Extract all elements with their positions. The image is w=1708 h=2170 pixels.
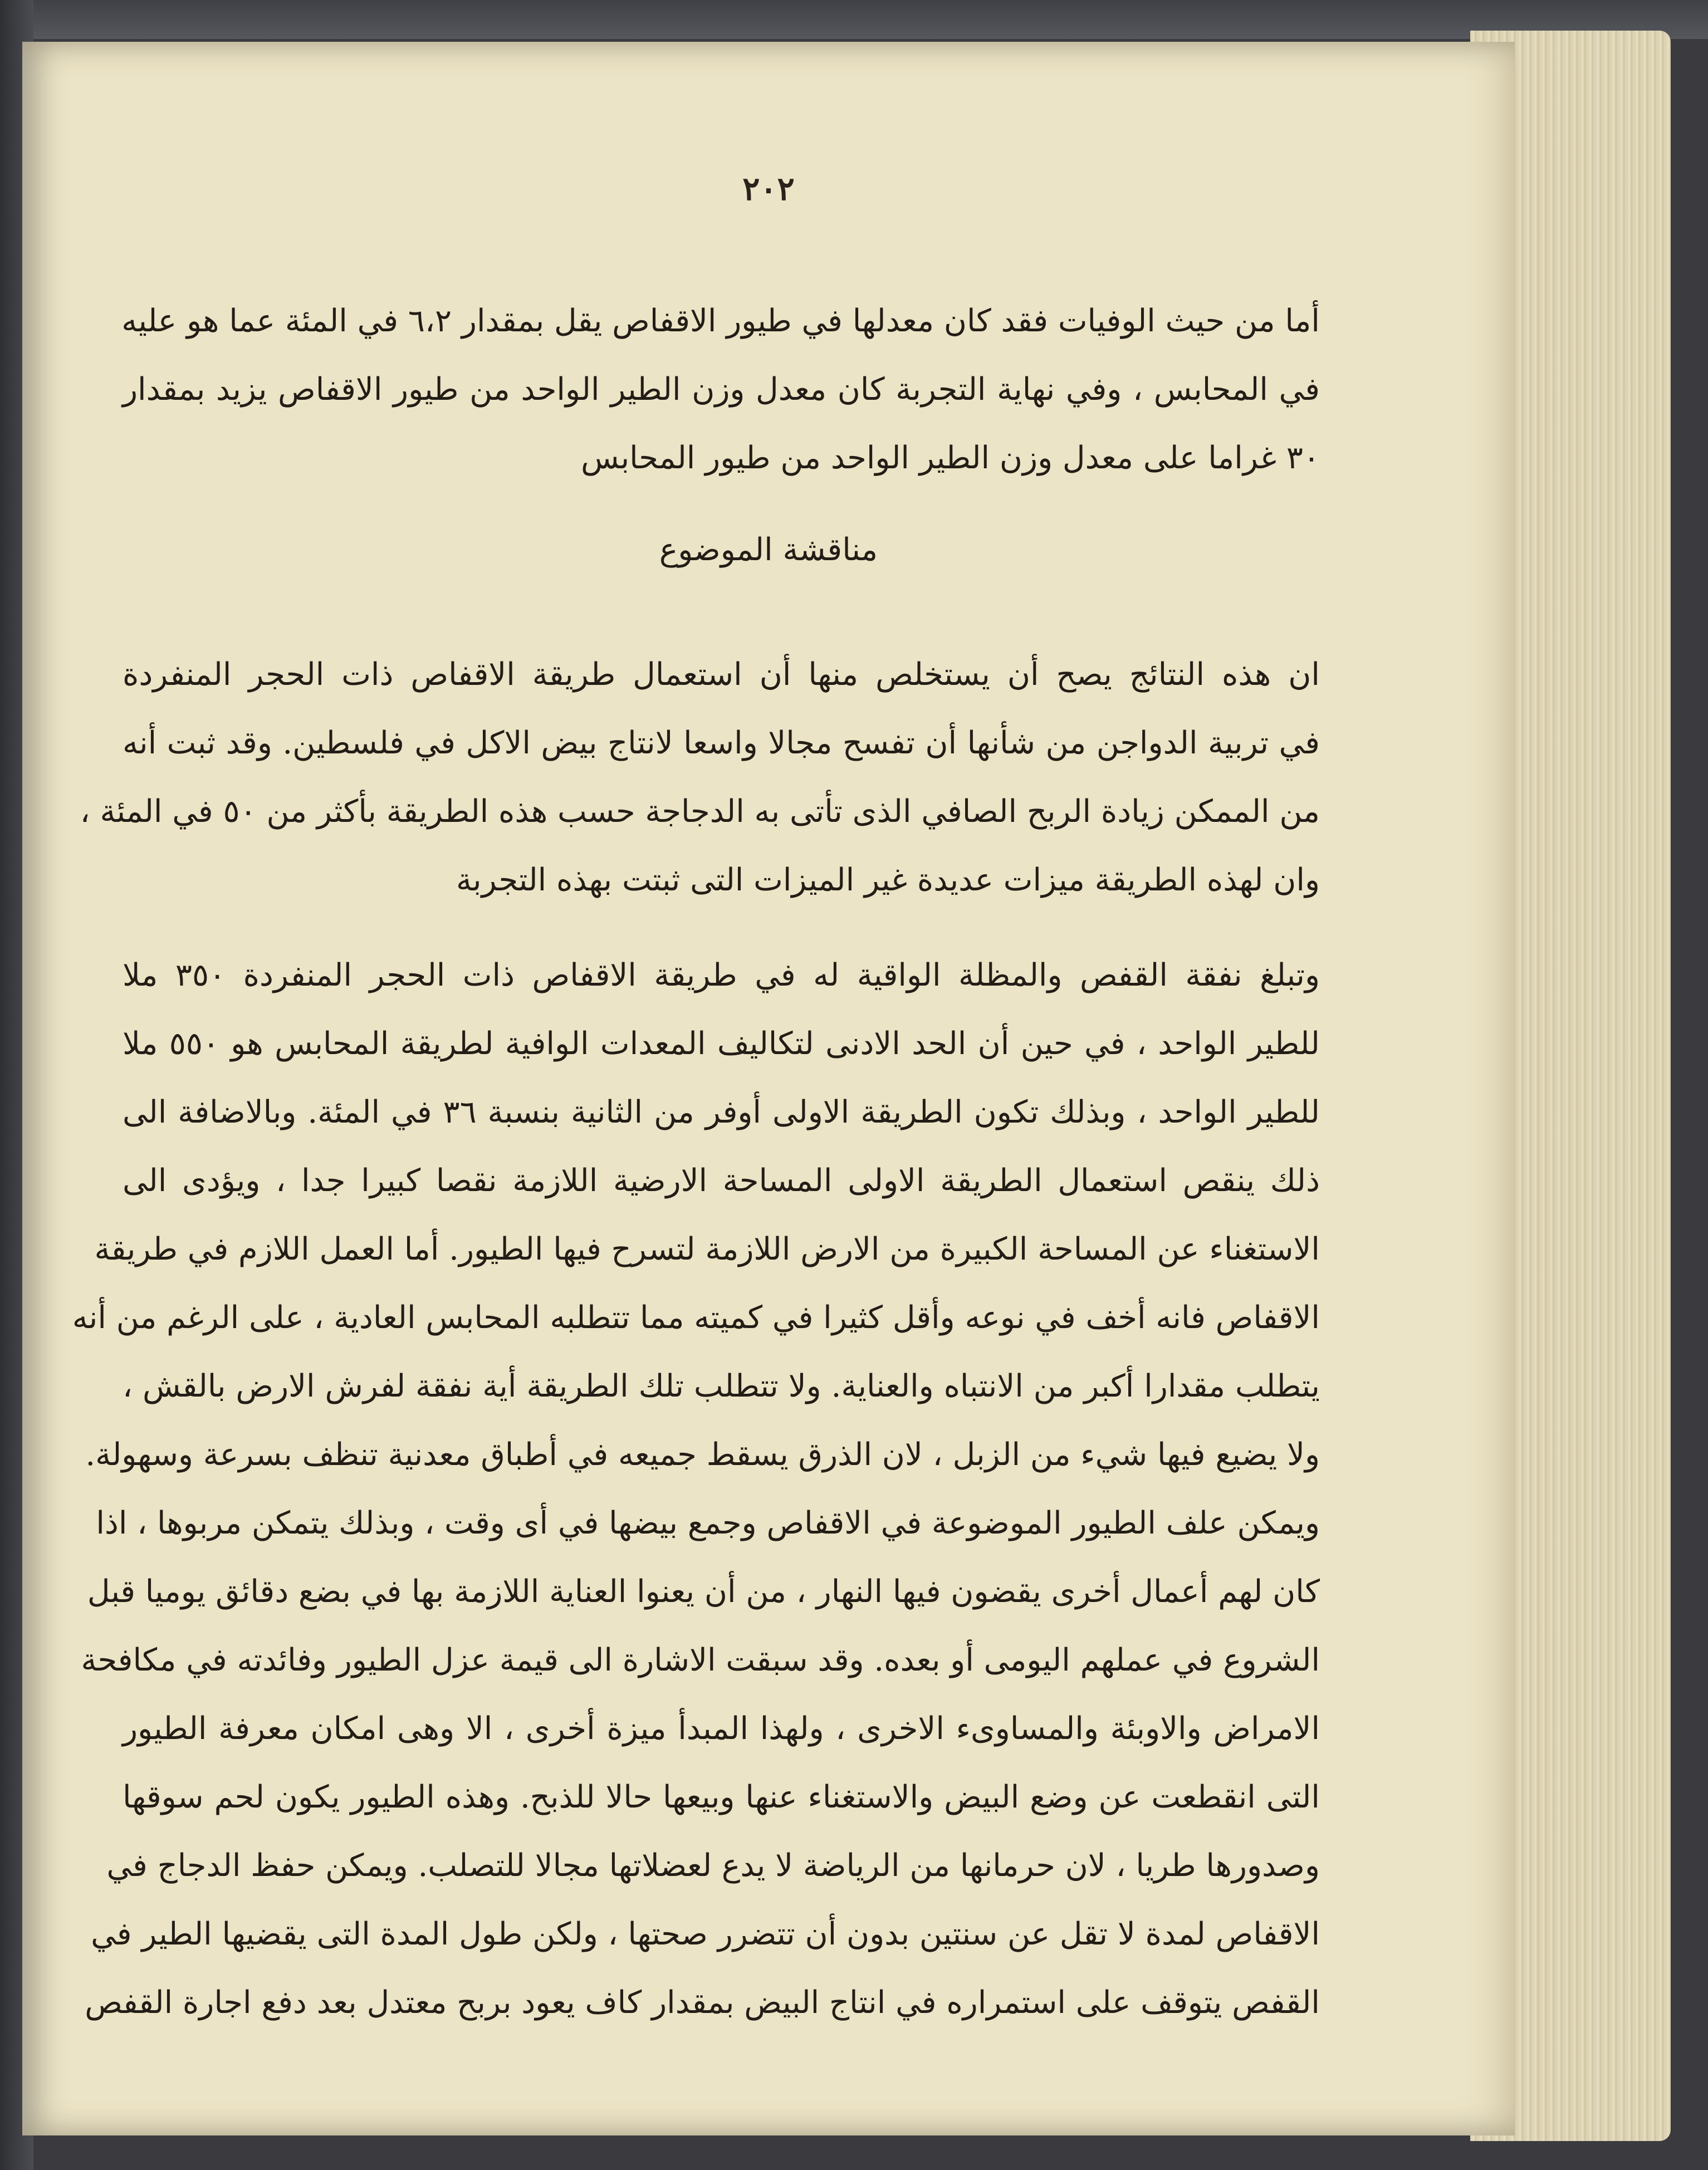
text-line: من الممكن زيادة الربح الصافي الذى تأتى به الدجاجة حسب هذه الطريقة بأكثر من ٥٠ في المئة ، (80, 793, 1320, 830)
text-line: في تربية الدواجن من شأنها أن تفسح مجالا واسعا لانتاج بيض الاكل في فلسطين. وقد ثبت أنه (123, 725, 1320, 761)
text-line: كان لهم أعمال أخرى يقضون فيها النهار ، من أن يعنوا العناية اللازمة بها في بضع دقائق يوميا قبل (87, 1574, 1320, 1610)
text-line: القفص يتوقف على استمراره في انتاج البيض بمقدار كاف يعود بربح معتدل بعد دفع اجارة القفص (85, 1985, 1320, 2021)
paragraph-mortality (123, 287, 1320, 492)
text-line: الاقفاص لمدة لا تقل عن سنتين بدون أن تتضرر صحتها ، ولكن طول المدة التى يقضيها الطير في (91, 1916, 1320, 1952)
paragraph-conclusions (80, 640, 1320, 914)
paragraph-costs (72, 941, 1320, 2037)
text-line: وصدورها طريا ، لان حرمانها من الرياضة لا يدع لعضلاتها مجالا للتصلب. ويمكن حفظ الدجاج في (106, 1848, 1320, 1884)
text-line: ذلك ينقص استعمال الطريقة الاولى المساحة الارضية اللازمة نقصا كبيرا جدا ، ويؤدى الى (123, 1163, 1320, 1199)
text-line: ٣٠ غراما على معدل وزن الطير الواحد من طيور المحابس (581, 440, 1320, 476)
text-line: الاقفاص فانه أخف في نوعه وأقل كثيرا في كميته مما تتطلبه المحابس العادية ، على الرغم من أنه (72, 1300, 1320, 1336)
text-line: الشروع في عملهم اليومى أو بعده. وقد سبقت الاشارة الى قيمة عزل الطيور وفائدته في مكافحة (81, 1642, 1320, 1678)
text-line: للطير الواحد ، وبذلك تكون الطريقة الاولى أوفر من الثانية بنسبة ٣٦ في المئة. وبالاضافة الى (123, 1094, 1320, 1130)
text-line: في المحابس ، وفي نهاية التجربة كان معدل وزن الطير الواحد من طيور الاقفاص يزيد بمقدار (123, 371, 1320, 408)
text-line: ان هذه النتائج يصح أن يستخلص منها أن استعمال طريقة الاقفاص ذات الحجر المنفردة (123, 657, 1320, 693)
text-line: وتبلغ نفقة القفص والمظلة الواقية له في طريقة الاقفاص ذات الحجر المنفردة ٣٥٠ ملا (123, 957, 1320, 993)
section-heading: مناقشة الموضوع (659, 532, 878, 568)
text-line: ويمكن علف الطيور الموضوعة في الاقفاص وجمع بيضها في أى وقت ، وبذلك يتمكن مربوها ، اذا (96, 1505, 1320, 1541)
text-line: الامراض والاوبئة والمساوىء الاخرى ، ولهذا المبدأ ميزة أخرى ، الا وهى امكان معرفة الطيور (123, 1711, 1320, 1747)
text-line: للطير الواحد ، في حين أن الحد الادنى لتكاليف المعدات الوافية لطريقة المحابس هو ٥٥٠ ملا (123, 1026, 1320, 1062)
text-line: يتطلب مقدارا أكبر من الانتباه والعناية. ولا تتطلب تلك الطريقة أية نفقة لفرش الارض بالقش ، (123, 1368, 1320, 1404)
text-line: وان لهذه الطريقة ميزات عديدة غير الميزات التى ثبتت بهذه التجربة (456, 862, 1320, 898)
text-line: الاستغناء عن المساحة الكبيرة من الارض اللازمة لتسرح فيها الطيور. أما العمل اللازم في طريقة (94, 1231, 1320, 1267)
page-number: ٢٠٢ (742, 170, 795, 208)
book-binding-top (0, 0, 1708, 39)
text-line: التى انقطعت عن وضع البيض والاستغناء عنها وبيعها حالا للذبح. وهذه الطيور يكون لحم سوقها (123, 1779, 1320, 1815)
text-line: ولا يضيع فيها شيء من الزبل ، لان الذرق يسقط جميعه في أطباق معدنية تنظف بسرعة وسهولة. (85, 1437, 1320, 1473)
book-page (22, 42, 1515, 2135)
text-line: أما من حيث الوفيات فقد كان معدلها في طيور الاقفاص يقل بمقدار ٦،٢ في المئة عما هو عليه (121, 303, 1320, 339)
